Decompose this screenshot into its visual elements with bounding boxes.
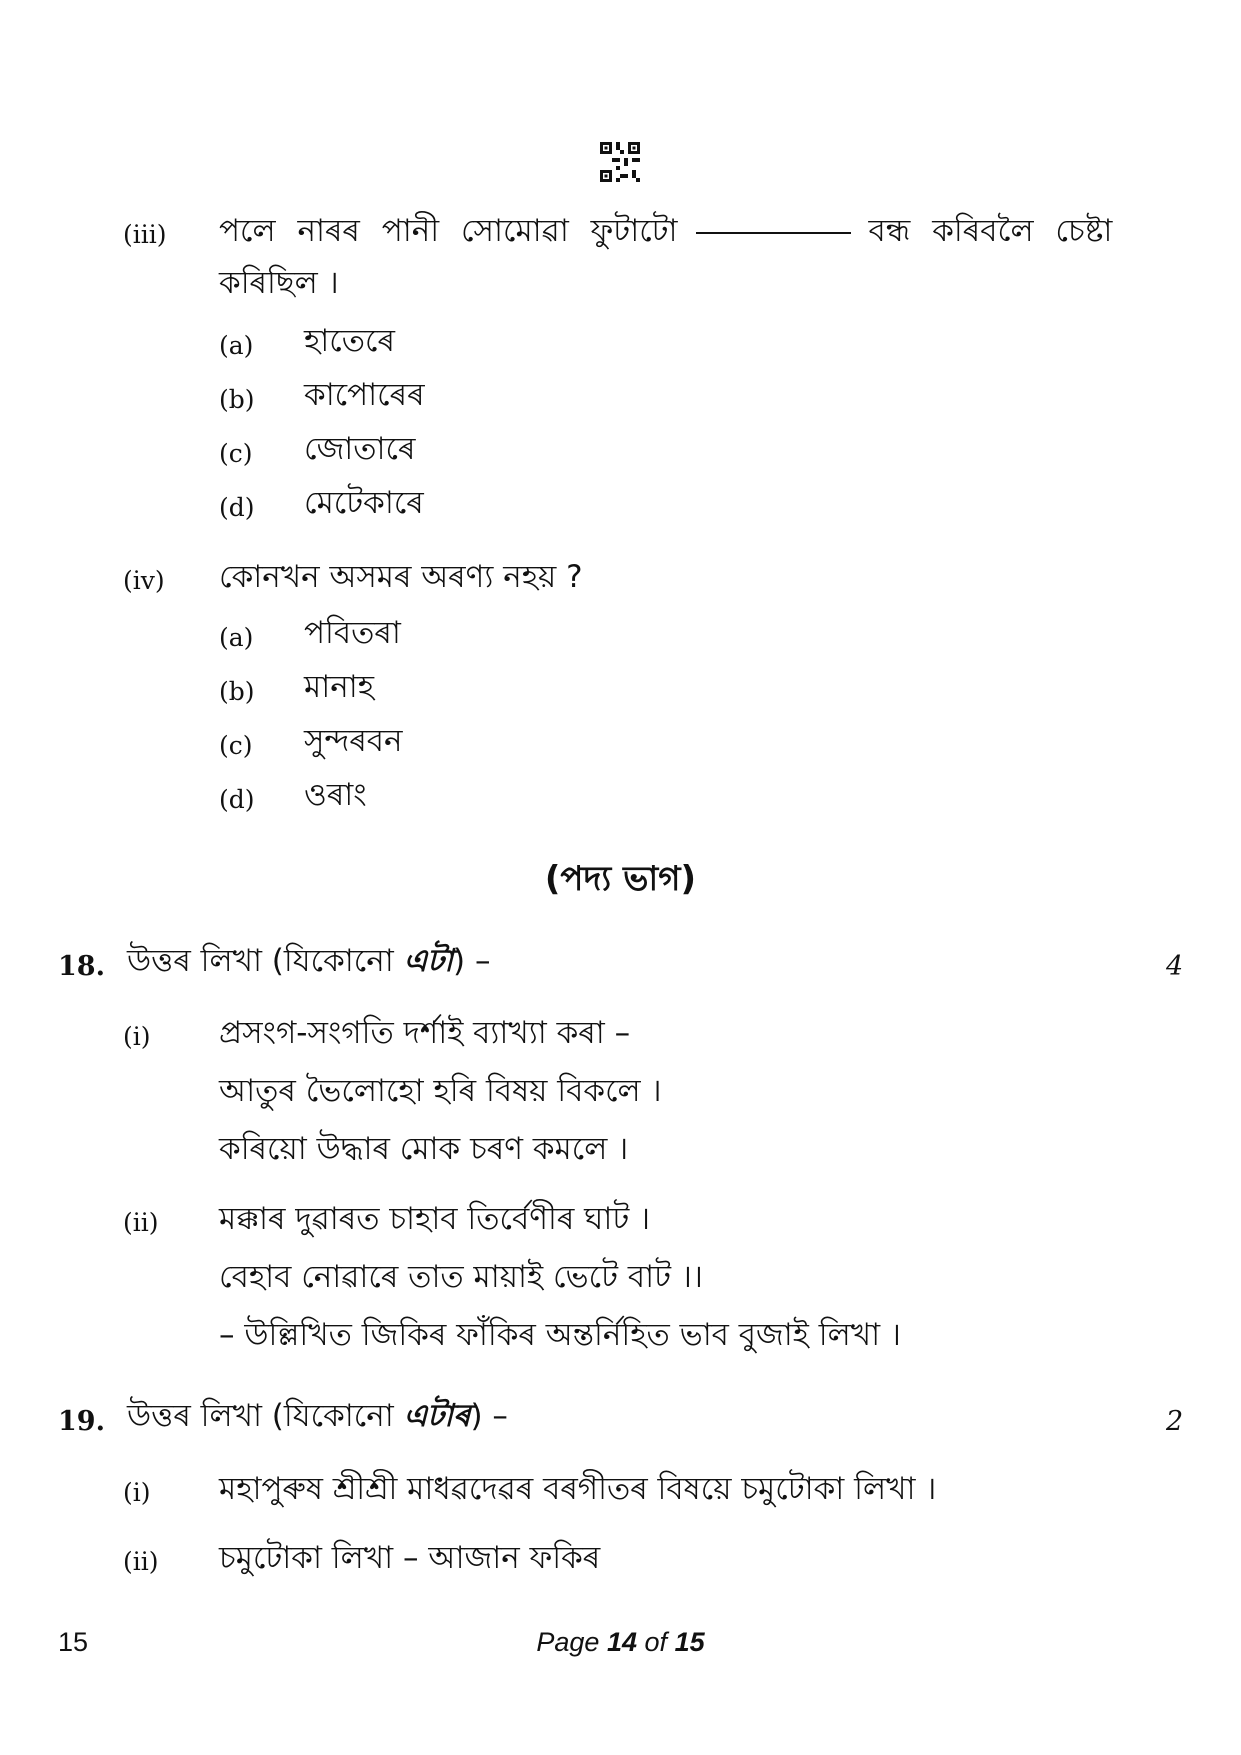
option-label: (d)	[219, 785, 255, 814]
verse-line: বেহাব নোৱাৰে তাত মায়াই ভেটে বাট ।।	[219, 1259, 704, 1295]
option-text: মানাহ	[304, 669, 374, 705]
question-text-part: পলে নাৰৰ পানী সোমোৱা ফুটাটো	[219, 213, 678, 249]
option-label: (a)	[219, 623, 254, 652]
question-text	[219, 213, 1119, 249]
verse-line: কৰিয়ো উদ্ধাৰ মোক চৰণ কমলে ।	[219, 1131, 629, 1167]
option-text: ওৰাং	[304, 777, 367, 813]
option-text: সুন্দৰবন	[304, 723, 403, 759]
option-text: হাতেৰে	[304, 323, 395, 359]
question-prompt-text: ) –	[453, 943, 491, 979]
page-indicator	[0, 1627, 1241, 1658]
option-text: জোতাৰে	[304, 431, 416, 467]
verse-line: আতুৰ ভৈলোহো হৰি বিষয় বিকলে ।	[219, 1073, 662, 1109]
option-text: মেটেকাৰে	[304, 485, 424, 521]
question-prompt	[127, 943, 491, 979]
subquestion-number: (ii)	[123, 1547, 159, 1576]
page-prefix: Page	[536, 1627, 600, 1657]
subquestion-number: (i)	[123, 1022, 151, 1051]
qr-code-icon	[600, 142, 640, 182]
page-total: 15	[674, 1627, 705, 1657]
question-number: (iii)	[123, 220, 167, 249]
subquestion-line: প্ৰসংগ-সংগতি দৰ্শাই ব্যাখ্যা কৰা –	[219, 1015, 631, 1051]
marks: 4	[1166, 951, 1184, 982]
option-label: (b)	[219, 677, 255, 706]
option-text: পবিতৰা	[304, 615, 401, 651]
question-prompt-text: উত্তৰ লিখা (যিকোনো	[127, 943, 394, 979]
page-code: 15	[58, 1627, 89, 1657]
section-title: (পদ্য ভাগ)	[544, 859, 697, 899]
verse-line: মক্কাৰ দুৱাৰত চাহাব তিৰ্বেণীৰ ঘাট ।	[219, 1201, 651, 1237]
question-text-part: বন্ধ কৰিবলৈ চেষ্টা	[868, 213, 1113, 249]
option-label: (b)	[219, 385, 255, 414]
page-of: of	[644, 1627, 668, 1657]
marks: 2	[1166, 1406, 1184, 1437]
fill-blank	[696, 230, 851, 234]
question-text: কোনখন অসমৰ অৰণ্য নহয় ?	[219, 559, 583, 595]
option-label: (c)	[219, 731, 253, 760]
option-label: (c)	[219, 439, 253, 468]
question-prompt	[127, 1398, 508, 1434]
question-number: (iv)	[123, 566, 165, 595]
subquestion-text: চমুটোকা লিখা – আজান ফকিৰ	[219, 1540, 601, 1576]
question-number: 19.	[58, 1406, 105, 1437]
subquestion-number: (i)	[123, 1478, 151, 1507]
question-prompt-text: ) –	[470, 1398, 508, 1434]
question-prompt-emphasis: এটা	[403, 943, 454, 979]
page-current: 14	[606, 1627, 637, 1657]
question-number: 18.	[58, 951, 105, 982]
question-prompt-text: উত্তৰ লিখা (যিকোনো	[127, 1398, 394, 1434]
subquestion-text: মহাপুৰুষ শ্ৰীশ্ৰী মাধৱদেৱৰ বৰগীতৰ বিষয়ে চমুটোকা লিখা ।	[219, 1471, 937, 1507]
option-text: কাপোৰেৰ	[304, 377, 425, 413]
question-text-continued: কৰিছিল ।	[219, 265, 339, 301]
option-label: (a)	[219, 331, 254, 360]
option-label: (d)	[219, 493, 255, 522]
subquestion-line: – উল্লিখিত জিকিৰ ফাঁকিৰ অন্তৰ্নিহিত ভাব বুজাই লিখা ।	[219, 1317, 902, 1353]
question-prompt-emphasis: এটাৰ	[403, 1398, 471, 1434]
subquestion-number: (ii)	[123, 1208, 159, 1237]
